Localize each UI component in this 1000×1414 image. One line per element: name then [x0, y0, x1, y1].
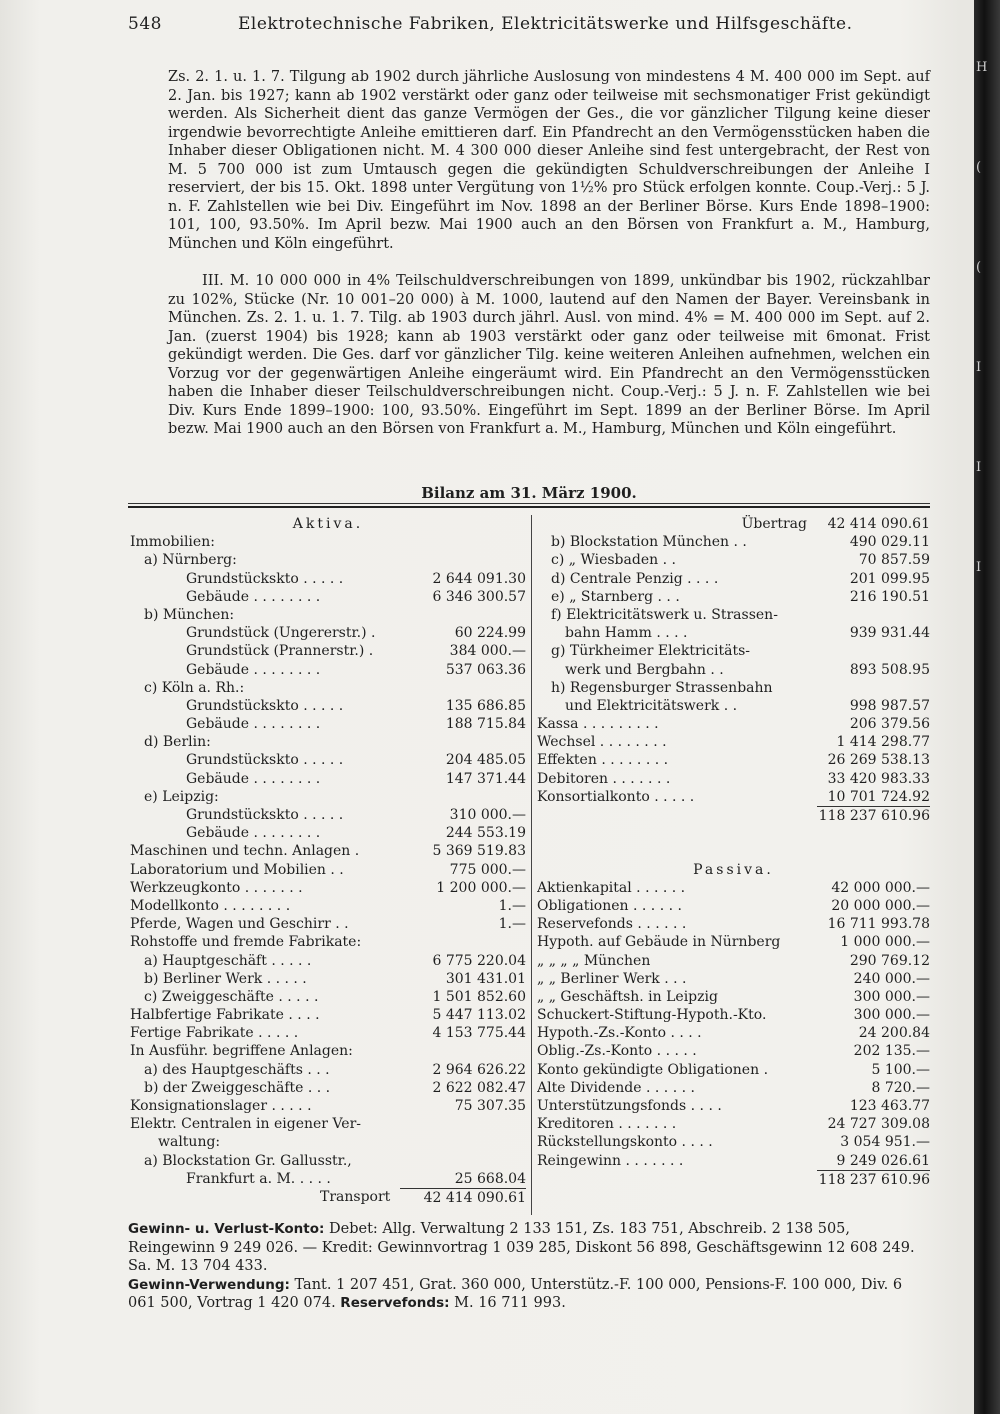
row-label: Frankfurt a. M. . . . . — [186, 1170, 331, 1187]
row-value: 216 190.51 — [849, 588, 930, 605]
row-label: b) Blockstation München . . — [551, 534, 747, 551]
row-value: 118 237 610.96 — [818, 808, 930, 824]
table-row — [130, 1188, 526, 1206]
row-label: Gebäude . . . . . . . . — [186, 770, 321, 787]
table-row — [130, 733, 526, 751]
row-label: Halbfertige Fabrikate . . . . — [130, 1007, 320, 1024]
row-value: 310 000.— — [449, 807, 526, 823]
row-label: h) Regensburger Strassenbahn — [551, 679, 773, 696]
table-row — [130, 879, 526, 897]
row-label: Maschinen und techn. Anlagen . — [130, 843, 360, 860]
row-value: 75 307.35 — [454, 1098, 526, 1114]
table-row — [130, 933, 526, 951]
table-row — [537, 1024, 930, 1042]
row-value: 3 054 951.— — [840, 1134, 930, 1151]
row-label: Konsortialkonto . . . . . — [537, 788, 695, 805]
table-row — [130, 842, 526, 860]
table-row — [130, 770, 526, 788]
table-row — [130, 915, 526, 933]
table-row — [537, 970, 930, 988]
row-label: Elektr. Centralen in eigener Ver- — [130, 1116, 361, 1133]
row-value: 201 099.95 — [849, 570, 930, 587]
table-row — [130, 988, 526, 1006]
uebertrag-row — [537, 515, 930, 533]
row-label: Immobilien: — [130, 534, 215, 551]
row-label: Gebäude . . . . . . . . — [186, 825, 321, 842]
row-label: Gebäude . . . . . . . . — [186, 661, 321, 678]
aktiva-heading-row — [130, 515, 526, 533]
row-value: 5 447 113.02 — [432, 1007, 526, 1024]
table-row — [537, 679, 930, 697]
row-value: 893 508.95 — [849, 661, 930, 678]
row-label: Werkzeugkonto . . . . . . . — [130, 879, 303, 896]
table-row — [130, 1133, 526, 1151]
table-row — [130, 824, 526, 842]
gv-konto-line — [128, 1220, 930, 1276]
row-value: 2 644 091.30 — [432, 570, 526, 587]
paragraph-text: III. M. 10 000 000 in 4% Teilschuldverschreibungen von 1899, unkündbar bis 1902, rückzahlbar zu 102%, Stücke (Nr. 10 001–20 000) à M. 1000, lautend auf den Namen der Bayer. Vereinsbank in München. Zs. 2. 1. u. 1. 7. Tilg. ab 1903 durch jährl. Ausl. von mind. 4% = M. 400 000 im Sept. auf 2. Jan. (zuerst 1904) bis 1928; kann ab 1903 verstärkt oder ganz oder teilweise mit 6monat. Frist gekündigt werden. Die Ges. darf vor gänzlicher Tilg. keine weiteren Anleihen aufnehmen, welchen ein Vorzug vor der gegenwärtigen Anleihe eingeräumt wird. Ein Pfandrecht an den Vermögensstücken haben die Inhaber dieser Teilschuldverschreibungen nicht. Coup.-Verj.: 5 J. n. F. Zahlstellen wie bei Div. Kurs Ende 1899–1900: 100, 93.50%. Eingeführt im Sept. 1899 an der Berliner Börse. Im April bezw. Mai 1900 auch an den Börsen von Frankfurt a. M., Hamburg, München und Köln eingeführt. — [168, 273, 930, 437]
row-label: Grundstückskto . . . . . — [186, 697, 344, 714]
table-row — [130, 1042, 526, 1060]
aktiva-column — [130, 515, 526, 1206]
row-label: Kassa . . . . . . . . . — [537, 716, 659, 733]
table-row — [537, 788, 930, 806]
table-row — [537, 1152, 930, 1170]
row-label: f) Elektricitätswerk u. Strassen- — [551, 606, 778, 623]
table-row — [537, 915, 930, 933]
spacer — [537, 842, 930, 860]
row-label: In Ausführ. begriffene Anlagen: — [130, 1043, 353, 1060]
edge-letter: H — [976, 60, 988, 75]
row-label: Transport — [320, 1188, 391, 1205]
row-label: b) München: — [144, 606, 235, 623]
table-row — [130, 1097, 526, 1115]
page-number: 548 — [128, 14, 162, 34]
balance-sheet-title: Bilanz am 31. März 1900. — [421, 484, 637, 502]
row-label: Grundstück (Ungererstr.) . — [186, 625, 376, 642]
row-value: 4 153 775.44 — [432, 1025, 526, 1042]
row-label: Modellkonto . . . . . . . . — [130, 897, 291, 914]
row-label: Schuckert-Stiftung-Hypoth.-Kto. — [537, 1007, 767, 1024]
spacer — [537, 824, 930, 842]
row-label: Grundstück (Prannerstr.) . — [186, 643, 374, 660]
running-head-title: Elektrotechnische Fabriken, Elektricitätswerke und Hilfsgeschäfte. — [238, 14, 853, 34]
paragraph-text: Zs. 2. 1. u. 1. 7. Tilgung ab 1902 durch jährliche Auslosung von mindestens 4 M. 400 000 im Sept. auf 2. Jan. bis 1927; kann ab 1902 verstärkt oder ganz oder teilweise mit sechsmonatiger Frist gekündigt werden. Als Sicherheit dient das ganze Vermögen der Ges., die vor gänzlicher Tilgung keine dieser irgendwie bevorrechtigte Anleihe emittieren darf. Ein Pfandrecht an den Vermögensstücken haben die Inhaber dieser Obligationen nicht. M. 4 300 000 dieser Anleihe sind fest untergebracht, der Rest von M. 5 700 000 ist zum Umtausch gegen die gekündigten Schuldverschreibungen der Anleihe I reserviert, der bis 15. Okt. 1898 unter Vergütung von 1½% pro Stück erfolgen konnte. Coup.-Verj.: 5 J. n. F. Zahlstellen wie bei Div. Eingeführt im Nov. 1898 an der Berliner Börse. Kurs Ende 1898–1900: 101, 100, 93.50%. Im April bezw. Mai 1900 auch an den Börsen von Frankfurt a. M., Hamburg, München und Köln eingeführt. — [168, 69, 930, 252]
row-value: 301 431.01 — [445, 970, 526, 987]
table-row — [130, 1152, 526, 1170]
table-row — [537, 1115, 930, 1133]
row-label: d) Berlin: — [144, 734, 211, 751]
row-value: 1.— — [498, 897, 526, 914]
row-value: 490 029.11 — [849, 534, 930, 551]
table-row — [537, 588, 930, 606]
table-row — [537, 1042, 930, 1060]
row-value: 244 553.19 — [445, 825, 526, 842]
uebertrag-label: Übertrag — [741, 516, 807, 532]
row-value: 1.— — [498, 916, 526, 933]
row-value: 42 000 000.— — [831, 879, 930, 896]
row-label: und Elektricitätswerk . . — [565, 697, 738, 714]
row-label: Alte Dividende . . . . . . — [537, 1079, 695, 1096]
row-label: c) Zweiggeschäfte . . . . . — [144, 988, 319, 1005]
row-value: 147 371.44 — [445, 770, 526, 787]
row-label: d) Centrale Penzig . . . . — [551, 570, 719, 587]
row-value: 9 249 026.61 — [836, 1152, 930, 1169]
table-row — [537, 551, 930, 569]
gv-konto-label: Gewinn- u. Verlust-Konto: — [128, 1221, 325, 1237]
passiva-total-row — [537, 1170, 930, 1188]
row-label: e) „ Starnberg . . . — [551, 588, 680, 605]
column-divider — [531, 515, 532, 1215]
row-value: 2 622 082.47 — [432, 1079, 526, 1096]
table-row — [130, 806, 526, 824]
row-label: werk und Bergbahn . . — [565, 661, 724, 678]
row-value: 10 701 724.92 — [827, 788, 930, 805]
row-value: 135 686.85 — [445, 697, 526, 714]
table-row — [130, 570, 526, 588]
passiva-heading: Passiva. — [693, 861, 774, 878]
passiva-heading-row — [537, 861, 930, 879]
row-label: Debitoren . . . . . . . — [537, 770, 671, 787]
row-value: 5 369 519.83 — [432, 843, 526, 860]
row-value: 384 000.— — [449, 643, 526, 660]
row-label: Aktienkapital . . . . . . — [537, 879, 686, 896]
row-label: g) Türkheimer Elektricitäts- — [551, 643, 750, 660]
row-label: Gebäude . . . . . . . . — [186, 716, 321, 733]
row-label: b) Berliner Werk . . . . . — [144, 970, 307, 987]
row-value: 188 715.84 — [445, 716, 526, 733]
table-row — [537, 879, 930, 897]
row-value: 939 931.44 — [849, 625, 930, 642]
table-row — [130, 551, 526, 569]
row-value: 290 769.12 — [849, 952, 930, 969]
row-label: Kreditoren . . . . . . . — [537, 1116, 677, 1133]
running-head — [128, 14, 853, 34]
row-label: Hypoth. auf Gebäude in Nürnberg — [537, 934, 781, 951]
row-value: 300 000.— — [853, 1007, 930, 1024]
row-label: Effekten . . . . . . . . — [537, 752, 669, 769]
row-label: c) Köln a. Rh.: — [144, 679, 245, 696]
row-label: a) Blockstation Gr. Gallusstr., — [144, 1152, 352, 1169]
row-label: Fertige Fabrikate . . . . . — [130, 1025, 299, 1042]
row-label: bahn Hamm . . . . — [565, 625, 688, 642]
row-label: c) „ Wiesbaden . . — [551, 552, 676, 569]
row-value: 300 000.— — [853, 988, 930, 1005]
gewinn-verwendung-line — [128, 1276, 930, 1313]
gewinn-verwendung-label: Gewinn-Verwendung: — [128, 1276, 290, 1293]
table-row — [130, 661, 526, 679]
table-row — [537, 733, 930, 751]
reservefonds-label: Reservefonds: — [340, 1295, 450, 1311]
row-label: Oblig.-Zs.-Konto . . . . . — [537, 1043, 697, 1060]
row-value: 6 775 220.04 — [432, 952, 526, 969]
table-row — [537, 1061, 930, 1079]
table-row — [537, 661, 930, 679]
table-row — [130, 1061, 526, 1079]
table-row — [130, 624, 526, 642]
row-label: Hypoth.-Zs.-Konto . . . . — [537, 1025, 702, 1042]
row-value: 42 414 090.61 — [400, 1188, 526, 1207]
table-row — [130, 1024, 526, 1042]
table-row — [537, 988, 930, 1006]
row-label: Grundstückskto . . . . . — [186, 570, 344, 587]
table-row — [130, 788, 526, 806]
row-value: 998 987.57 — [849, 697, 930, 714]
table-row — [537, 624, 930, 642]
row-value: 5 100.— — [871, 1061, 930, 1078]
table-row — [130, 588, 526, 606]
row-label: b) der Zweiggeschäfte . . . — [144, 1079, 331, 1096]
row-value: 6 346 300.57 — [432, 588, 526, 605]
edge-letter: ( — [976, 160, 982, 175]
table-row — [130, 751, 526, 769]
row-value: 206 379.56 — [849, 716, 930, 733]
table-row — [537, 570, 930, 588]
row-label: Konto gekündigte Obligationen . — [537, 1061, 769, 1078]
row-value: 118 237 610.96 — [818, 1171, 930, 1188]
table-row — [130, 606, 526, 624]
row-label: a) Nürnberg: — [144, 552, 237, 569]
row-label: Grundstückskto . . . . . — [186, 807, 344, 823]
right-column — [537, 515, 930, 1188]
row-value: 1 200 000.— — [436, 879, 526, 896]
table-row — [537, 1079, 930, 1097]
row-label: „ „ „ „ München — [537, 952, 651, 969]
edge-letters — [976, 60, 998, 660]
row-label: Wechsel . . . . . . . . — [537, 734, 667, 751]
table-row — [537, 606, 930, 624]
row-value: 24 200.84 — [858, 1025, 930, 1042]
row-label: Reservefonds . . . . . . — [537, 916, 687, 933]
divider — [128, 506, 930, 508]
row-label: Pferde, Wagen und Geschirr . . — [130, 916, 349, 933]
row-value: 240 000.— — [853, 970, 930, 987]
row-label: Rohstoffe und fremde Fabrikate: — [130, 934, 362, 951]
divider — [128, 503, 930, 504]
row-label: „ „ Berliner Werk . . . — [537, 970, 687, 987]
table-row — [537, 533, 930, 551]
table-row — [130, 1170, 526, 1188]
row-value: 1 000 000.— — [840, 934, 930, 951]
row-label: a) des Hauptgeschäfts . . . — [144, 1061, 330, 1078]
edge-letter: I — [976, 460, 982, 475]
bond-paragraph-iii — [168, 272, 930, 439]
row-label: Obligationen . . . . . . — [537, 897, 682, 914]
row-label: a) Hauptgeschäft . . . . . — [144, 952, 312, 969]
aktiva-total-row — [537, 806, 930, 824]
row-value: 25 668.04 — [454, 1170, 526, 1187]
row-value: 24 727 309.08 — [827, 1116, 930, 1133]
uebertrag-value: 42 414 090.61 — [827, 516, 930, 532]
table-row — [537, 1133, 930, 1151]
row-value: 123 463.77 — [849, 1098, 930, 1114]
row-value: 2 964 626.22 — [432, 1061, 526, 1078]
edge-letter: I — [976, 560, 982, 575]
table-row — [130, 970, 526, 988]
row-value: 16 711 993.78 — [827, 916, 930, 933]
table-row — [537, 1006, 930, 1024]
row-label: Rückstellungskonto . . . . — [537, 1134, 713, 1151]
table-row — [537, 697, 930, 715]
row-value: 8 720.— — [871, 1079, 930, 1096]
gewinn-verwendung-text: Tant. 1 207 451, Grat. 360 000, Unterstütz.-F. 100 000, Pensions-F. 100 000, Div. 6 061 500, Vortrag 1 420 074. — [128, 1276, 903, 1311]
reservefonds-text: M. 16 711 993. — [454, 1295, 566, 1311]
edge-letter: I — [976, 360, 982, 375]
table-row — [130, 697, 526, 715]
row-value: 775 000.— — [449, 861, 526, 878]
table-row — [130, 533, 526, 551]
table-row — [537, 952, 930, 970]
table-row — [130, 1115, 526, 1133]
row-label: Unterstützungsfonds . . . . — [537, 1098, 722, 1114]
table-row — [537, 642, 930, 660]
table-row — [130, 679, 526, 697]
gv-konto-text: Debet: Allg. Verwaltung 2 133 151, Zs. 183 751, Abschreib. 2 138 505, Reingewinn 9 249 026. — Kredit: Gewinnvortrag 1 039 285, Diskont 56 898, Geschäftsgewinn 12 608 249. Sa. M. 13 704 433. — [128, 1221, 915, 1274]
row-value: 202 135.— — [853, 1043, 930, 1060]
row-value: 20 000 000.— — [831, 897, 930, 914]
scan-edge — [974, 0, 1000, 1414]
row-value: 1 414 298.77 — [836, 734, 930, 751]
table-row — [537, 933, 930, 951]
row-value: 33 420 983.33 — [827, 770, 930, 787]
table-row — [130, 897, 526, 915]
row-label: waltung: — [158, 1134, 221, 1151]
row-label: „ „ Geschäftsh. in Leipzig — [537, 988, 718, 1005]
row-label: Reingewinn . . . . . . . — [537, 1152, 684, 1169]
table-row — [130, 715, 526, 733]
row-value: 26 269 538.13 — [827, 752, 930, 769]
table-row — [130, 952, 526, 970]
row-label: Grundstückskto . . . . . — [186, 752, 344, 769]
table-row — [537, 751, 930, 769]
table-row — [130, 1079, 526, 1097]
row-value: 1 501 852.60 — [432, 988, 526, 1005]
table-row — [537, 715, 930, 733]
table-row — [537, 897, 930, 915]
footer-notes — [128, 1220, 930, 1313]
edge-letter: ( — [976, 260, 982, 275]
table-row — [130, 861, 526, 879]
bond-paragraph-ii — [168, 68, 930, 253]
table-row — [130, 642, 526, 660]
aktiva-heading: Aktiva. — [292, 516, 364, 532]
table-row — [537, 1097, 930, 1115]
row-value: 204 485.05 — [445, 752, 526, 769]
row-label: e) Leipzig: — [144, 788, 219, 805]
row-label: Gebäude . . . . . . . . — [186, 588, 321, 605]
row-value: 70 857.59 — [858, 552, 930, 569]
table-row — [537, 770, 930, 788]
row-value: 60 224.99 — [454, 625, 526, 642]
table-row — [130, 1006, 526, 1024]
row-label: Laboratorium und Mobilien . . — [130, 861, 344, 878]
row-label: Konsignationslager . . . . . — [130, 1098, 312, 1114]
row-value: 537 063.36 — [445, 661, 526, 678]
